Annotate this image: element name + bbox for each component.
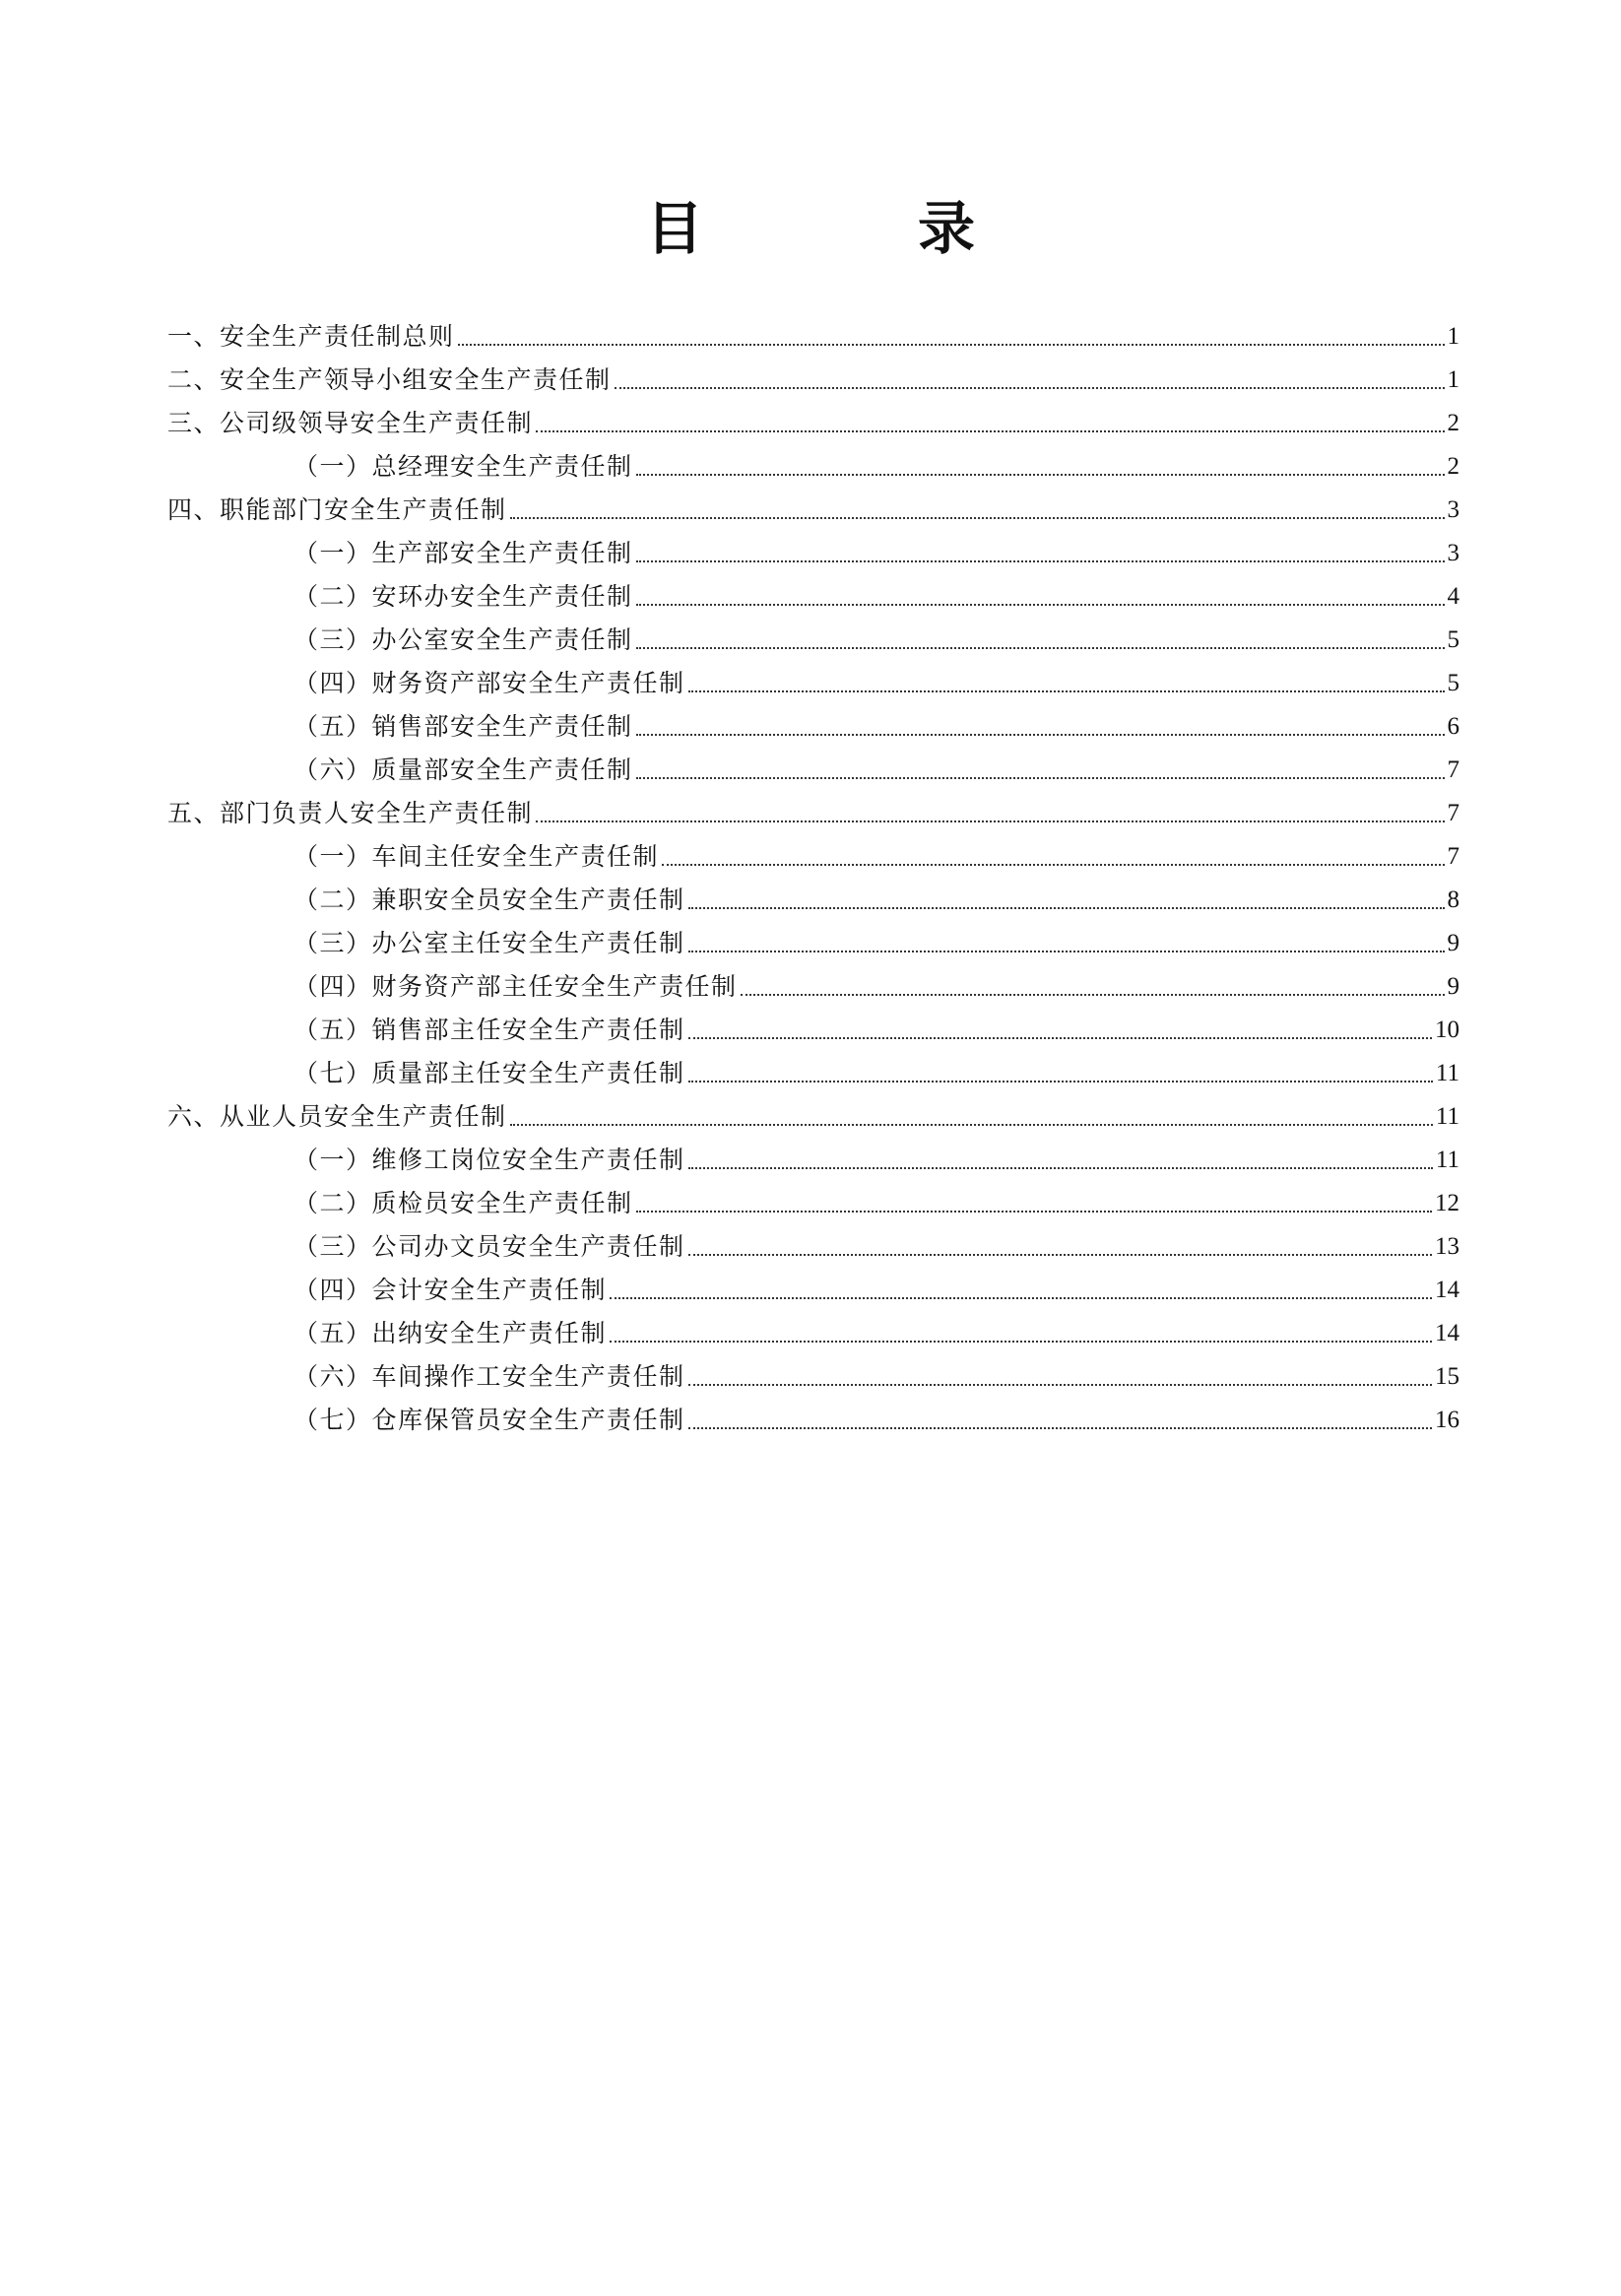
toc-entry[interactable] [167, 873, 1459, 916]
toc-dot-leader [510, 517, 1445, 519]
toc-entry[interactable] [167, 353, 1459, 396]
toc-entry[interactable] [167, 656, 1459, 699]
toc-entry-label: 三、公司级领导安全生产责任制 [167, 409, 534, 437]
toc-entry-label: （六）车间操作工安全生产责任制 [293, 1362, 685, 1391]
toc-dot-leader [688, 1081, 1433, 1082]
toc-entry-label: （一）维修工岗位安全生产责任制 [293, 1146, 685, 1174]
toc-entry-label: （四）财务资产部主任安全生产责任制 [293, 972, 738, 1001]
toc-entry[interactable] [167, 1219, 1459, 1263]
toc-entry-label: （五）出纳安全生产责任制 [293, 1319, 608, 1347]
toc-page-number: 4 [1447, 583, 1459, 610]
toc-entry-label: （三）办公室安全生产责任制 [293, 625, 633, 654]
toc-entry[interactable] [167, 829, 1459, 873]
toc-page-number: 3 [1447, 540, 1459, 566]
toc-entry[interactable] [167, 1349, 1459, 1393]
toc-entry-label: 六、从业人员安全生产责任制 [167, 1102, 507, 1131]
toc-entry-label: （七）仓库保管员安全生产责任制 [293, 1406, 685, 1434]
toc-dot-leader [688, 1037, 1432, 1039]
toc-entry[interactable] [167, 1306, 1459, 1349]
toc-entry[interactable] [167, 699, 1459, 743]
toc-entry-label: （三）办公室主任安全生产责任制 [293, 929, 685, 957]
toc-dot-leader [688, 907, 1445, 909]
toc-page-number: 6 [1447, 713, 1459, 740]
toc-dot-leader [662, 864, 1444, 866]
toc-page-number: 9 [1447, 930, 1459, 956]
toc-page-number: 16 [1435, 1407, 1459, 1433]
toc-entry-label: （四）会计安全生产责任制 [293, 1276, 608, 1304]
toc-dot-leader [458, 344, 1445, 346]
toc-entry-label: （一）生产部安全生产责任制 [293, 539, 633, 567]
toc-entry[interactable] [167, 439, 1459, 483]
toc-entry[interactable] [167, 309, 1459, 353]
toc-entry[interactable] [167, 1393, 1459, 1436]
toc-page-number: 7 [1447, 843, 1459, 870]
toc-dot-leader [688, 1167, 1433, 1169]
toc-entry[interactable] [167, 1263, 1459, 1306]
toc-entry-label: （二）安环办安全生产责任制 [293, 582, 633, 611]
toc-dot-leader [636, 777, 1445, 779]
toc-entry-label: （五）销售部安全生产责任制 [293, 712, 633, 741]
toc-entry-label: （一）车间主任安全生产责任制 [293, 842, 660, 871]
toc-entry[interactable] [167, 743, 1459, 786]
toc-dot-leader [688, 951, 1445, 952]
toc-entry-label: 四、职能部门安全生产责任制 [167, 495, 507, 524]
toc-entry-label: （三）公司办文员安全生产责任制 [293, 1232, 685, 1261]
toc-page-number: 1 [1447, 366, 1459, 393]
toc-dot-leader [636, 734, 1445, 736]
toc-page-number: 15 [1435, 1363, 1459, 1390]
toc-dot-leader [688, 1254, 1432, 1256]
page-title: 目 录 [645, 195, 1054, 262]
toc-page-number: 11 [1435, 1147, 1459, 1173]
toc-dot-leader [536, 430, 1444, 432]
toc-page-number: 11 [1435, 1060, 1459, 1086]
toc-page-number: 2 [1447, 410, 1459, 436]
toc-dot-leader [615, 387, 1445, 389]
toc-page-number: 7 [1447, 756, 1459, 783]
toc-dot-leader [636, 1211, 1432, 1213]
toc-page-number: 14 [1435, 1320, 1459, 1346]
toc-page-number: 1 [1447, 323, 1459, 350]
toc-dot-leader [610, 1297, 1432, 1299]
toc-dot-leader [636, 474, 1445, 476]
toc-dot-leader [510, 1124, 1433, 1126]
toc-dot-leader [688, 1427, 1432, 1429]
toc-page-number: 3 [1447, 496, 1459, 523]
toc-entry[interactable] [167, 526, 1459, 569]
toc-entry-label: （二）兼职安全员安全生产责任制 [293, 886, 685, 914]
toc-entry[interactable] [167, 1046, 1459, 1089]
toc-entry[interactable] [167, 569, 1459, 613]
toc-entry[interactable] [167, 1133, 1459, 1176]
toc-entry[interactable] [167, 613, 1459, 656]
toc-entry[interactable] [167, 916, 1459, 959]
toc-page-number: 2 [1447, 453, 1459, 480]
toc-entry-label: （六）质量部安全生产责任制 [293, 755, 633, 784]
toc-dot-leader [636, 604, 1445, 606]
toc-entry-label: （二）质检员安全生产责任制 [293, 1189, 633, 1217]
toc-entry-label: （四）财务资产部安全生产责任制 [293, 669, 685, 697]
toc-entry-label: 二、安全生产领导小组安全生产责任制 [167, 365, 612, 394]
toc-dot-leader [610, 1341, 1432, 1343]
toc-page-number: 11 [1435, 1103, 1459, 1130]
toc-page-number: 5 [1447, 626, 1459, 653]
toc-page-number: 13 [1435, 1233, 1459, 1260]
toc-dot-leader [636, 560, 1445, 562]
toc-dot-leader [688, 690, 1445, 692]
toc-entry-label: （七）质量部主任安全生产责任制 [293, 1059, 685, 1087]
toc-page-number: 10 [1435, 1017, 1459, 1043]
toc-entry-label: （一）总经理安全生产责任制 [293, 452, 633, 481]
toc-entry-label: （五）销售部主任安全生产责任制 [293, 1016, 685, 1044]
table-of-contents [167, 309, 1459, 1436]
toc-page-number: 12 [1435, 1190, 1459, 1216]
toc-dot-leader [741, 994, 1445, 996]
toc-page-number: 14 [1435, 1277, 1459, 1303]
toc-page-number: 9 [1447, 973, 1459, 1000]
toc-page-number: 5 [1447, 670, 1459, 696]
toc-entry[interactable] [167, 786, 1459, 829]
toc-entry[interactable] [167, 959, 1459, 1003]
toc-page-number: 8 [1447, 886, 1459, 913]
toc-entry[interactable] [167, 1089, 1459, 1133]
toc-entry[interactable] [167, 396, 1459, 439]
toc-dot-leader [688, 1384, 1432, 1386]
toc-page-number: 7 [1447, 800, 1459, 826]
toc-dot-leader [636, 647, 1445, 649]
toc-entry[interactable] [167, 1176, 1459, 1219]
toc-entry-label: 一、安全生产责任制总则 [167, 322, 455, 351]
toc-entry-label: 五、部门负责人安全生产责任制 [167, 799, 534, 827]
toc-entry[interactable] [167, 1003, 1459, 1046]
toc-entry[interactable] [167, 483, 1459, 526]
toc-dot-leader [536, 820, 1444, 822]
